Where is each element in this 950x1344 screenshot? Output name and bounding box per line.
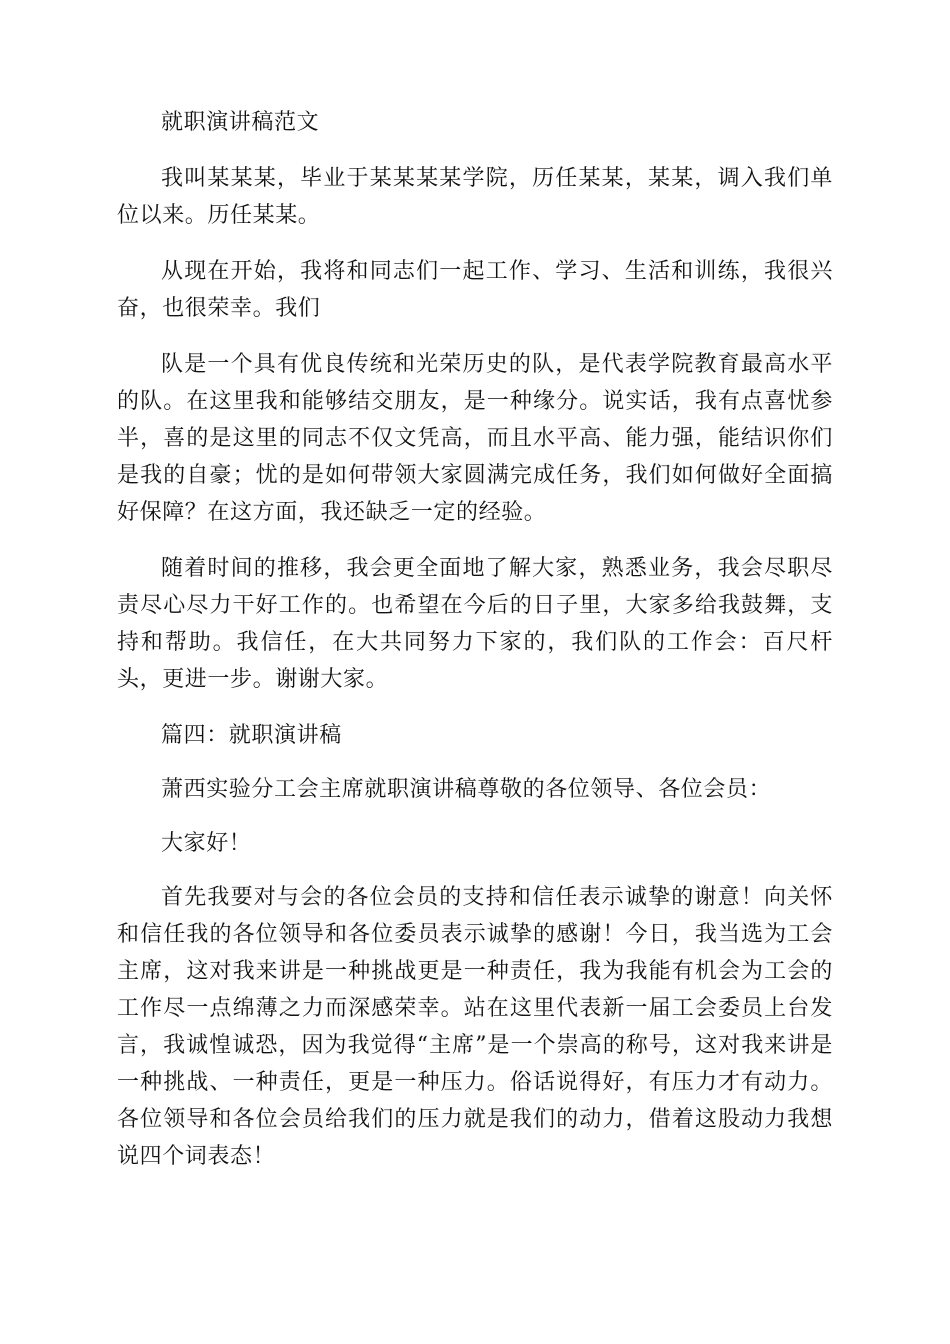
greeting: 大家好！ [161,831,252,856]
paragraph-team: 队是一个具有优良传统和光荣历史的队，是代表学院教育最高水平的队。在这里我和能够结交朋友，是一种缘分。说实话，我有点喜忧参半，喜的是这里的同志不仅文凭高，而且水平高、能力强，能结识你们是我的自豪；忧的是如何带领大家圆满完成任务，我们如何做好全面搞好保障？在这方面，我还缺乏一定的经验。 [117,352,833,525]
speech-title: 萧西实验分工会主席就职演讲稿尊敬的各位领导、各位会员： [161,777,772,802]
paragraph-closing: 随着时间的推移，我会更全面地了解大家，熟悉业务，我会尽职尽责尽心尽力干好工作的。也希望在今后的日子里，大家多给我鼓舞，支持和帮助。我信任，在大共同努力下家的，我们队的工作会：百尺杆头，更进一步。谢谢大家。 [117,556,833,692]
paragraph-introduction: 我叫某某某，毕业于某某某某学院，历任某某，某某，调入我们单位以来。历任某某。 [117,166,833,228]
paragraph-thanks: 首先我要对与会的各位会员的支持和信任表示诚挚的谢意！向关怀和信任我的各位领导和各位委员表示诚挚的感谢！今日，我当选为工会主席，这对我来讲是一种挑战更是一种责任，我为我能有机会为工会的工作尽一点绵薄之力而深感荣幸。站在这里代表新一届工会委员上台发言，我诚惶诚恐，因为我觉得“主席”是一个崇高的称号，这对我来讲是一种挑战、一种责任，更是一种压力。俗话说得好，有压力才有动力。各位领导和各位会员给我们的压力就是我们的动力，借着这股动力我想说四个词表态！ [117,885,833,1169]
document-page [117,104,833,1194]
document-title: 就职演讲稿范文 [161,110,320,135]
paragraph-beginning: 从现在开始，我将和同志们一起工作、学习、生活和训练，我很兴奋，也很荣幸。我们 [117,259,833,321]
section-heading: 篇四：就职演讲稿 [161,723,342,748]
